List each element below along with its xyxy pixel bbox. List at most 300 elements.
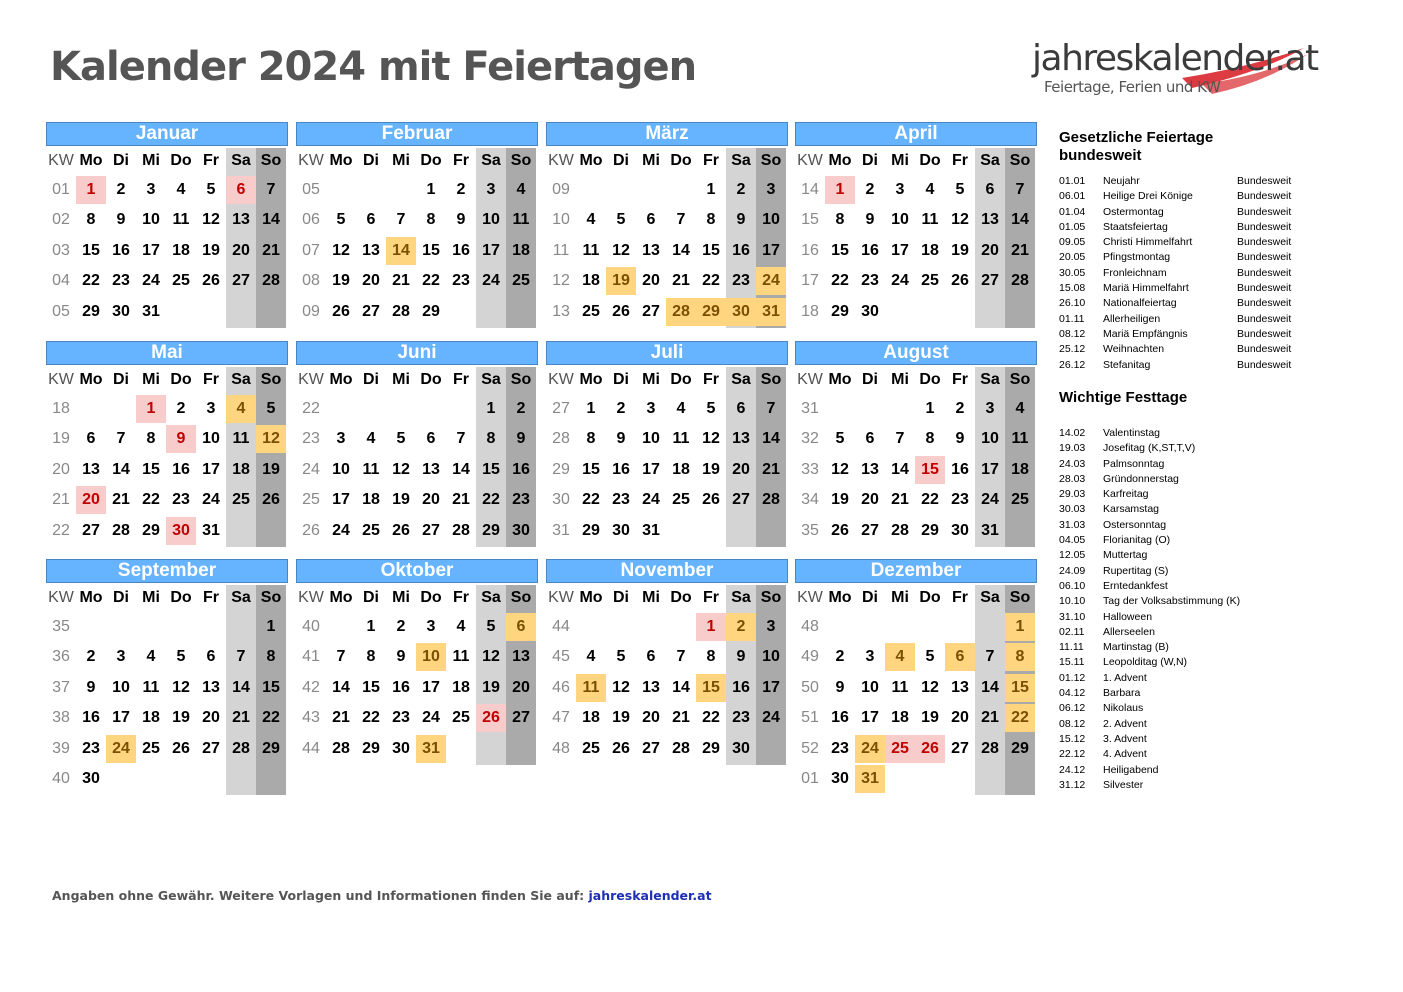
day-cell[interactable]: 26 [831, 521, 849, 539]
day-cell[interactable]: 6 [646, 648, 656, 666]
day-cell[interactable]: 16 [512, 460, 530, 478]
day-cell[interactable]: 30 [112, 302, 130, 320]
day-cell[interactable]: 12 [951, 211, 969, 229]
day-cell[interactable]: 29 [422, 302, 440, 320]
day-cell[interactable]: 17 [422, 678, 440, 696]
day-cell[interactable]: 10 [142, 211, 160, 229]
day-cell[interactable]: 8 [146, 430, 156, 448]
day-cell[interactable]: 13 [732, 430, 750, 448]
day-cell[interactable]: 30 [831, 770, 849, 787]
day-cell[interactable]: 12 [332, 241, 350, 259]
day-cell[interactable]: 29 [831, 302, 849, 320]
day-cell[interactable]: 10 [861, 678, 879, 696]
day-cell[interactable]: 16 [861, 241, 879, 259]
day-cell[interactable]: 27 [422, 521, 440, 539]
day-cell[interactable]: 26 [702, 491, 720, 509]
day-cell[interactable]: 2 [176, 400, 186, 417]
day-cell[interactable]: 24 [891, 272, 909, 290]
day-cell[interactable]: 19 [612, 709, 630, 727]
day-cell[interactable]: 25 [582, 739, 600, 757]
day-cell[interactable]: 13 [642, 678, 660, 696]
day-cell[interactable]: 14 [672, 241, 690, 259]
day-cell[interactable]: 19 [392, 491, 410, 509]
day-cell[interactable]: 21 [981, 709, 999, 727]
day-cell[interactable]: 18 [232, 460, 250, 478]
day-cell[interactable]: 1 [366, 618, 376, 635]
day-cell[interactable]: 16 [831, 709, 849, 727]
day-cell[interactable]: 17 [762, 678, 780, 696]
day-cell[interactable]: 2 [616, 400, 626, 417]
day-cell[interactable]: 27 [732, 491, 750, 509]
day-cell[interactable]: 12 [612, 241, 630, 259]
day-cell[interactable]: 21 [672, 709, 690, 727]
day-cell[interactable]: 9 [166, 425, 196, 453]
day-cell[interactable]: 6 [736, 400, 746, 417]
day-cell[interactable]: 18 [142, 709, 160, 727]
day-cell[interactable]: 26 [612, 739, 630, 757]
day-cell[interactable]: 20 [232, 241, 250, 259]
day-cell[interactable]: 7 [236, 648, 246, 666]
day-cell[interactable]: 30 [392, 739, 410, 757]
day-cell[interactable]: 3 [985, 400, 995, 417]
day-cell[interactable]: 24 [855, 735, 885, 763]
day-cell[interactable]: 13 [981, 211, 999, 229]
day-cell[interactable]: 21 [262, 241, 280, 259]
day-cell[interactable]: 6 [86, 430, 96, 448]
day-cell[interactable]: 1 [1005, 613, 1035, 641]
day-cell[interactable]: 1 [136, 395, 166, 423]
day-cell[interactable]: 20 [981, 241, 999, 259]
day-cell[interactable]: 8 [586, 430, 596, 448]
day-cell[interactable]: 14 [891, 460, 909, 478]
day-cell[interactable]: 10 [332, 460, 350, 478]
day-cell[interactable]: 10 [981, 430, 999, 448]
day-cell[interactable]: 4 [586, 648, 596, 666]
day-cell[interactable]: 2 [396, 618, 406, 635]
day-cell[interactable]: 6 [646, 211, 656, 229]
day-cell[interactable]: 10 [202, 430, 220, 448]
day-cell[interactable]: 11 [142, 678, 160, 696]
day-cell[interactable]: 19 [262, 460, 280, 478]
day-cell[interactable]: 30 [166, 517, 196, 545]
day-cell[interactable]: 17 [202, 460, 220, 478]
day-cell[interactable]: 24 [106, 735, 136, 763]
day-cell[interactable]: 18 [512, 241, 530, 259]
day-cell[interactable]: 28 [672, 739, 690, 757]
day-cell[interactable]: 22 [1005, 704, 1035, 732]
day-cell[interactable]: 19 [172, 709, 190, 727]
day-cell[interactable]: 19 [702, 460, 720, 478]
day-cell[interactable]: 23 [512, 491, 530, 509]
day-cell[interactable]: 16 [452, 241, 470, 259]
day-cell[interactable]: 1 [426, 181, 436, 198]
day-cell[interactable]: 17 [861, 709, 879, 727]
day-cell[interactable]: 19 [482, 678, 500, 696]
day-cell[interactable]: 31 [142, 302, 160, 320]
day-cell[interactable]: 16 [951, 460, 969, 478]
day-cell[interactable]: 16 [82, 709, 100, 727]
day-cell[interactable]: 23 [831, 739, 849, 757]
day-cell[interactable]: 11 [576, 674, 606, 702]
day-cell[interactable]: 22 [702, 272, 720, 290]
day-cell[interactable]: 18 [172, 241, 190, 259]
day-cell[interactable]: 20 [642, 709, 660, 727]
day-cell[interactable]: 20 [951, 709, 969, 727]
day-cell[interactable]: 25 [362, 521, 380, 539]
day-cell[interactable]: 30 [861, 302, 879, 320]
day-cell[interactable]: 21 [762, 460, 780, 478]
day-cell[interactable]: 26 [951, 272, 969, 290]
day-cell[interactable]: 15 [915, 456, 945, 484]
day-cell[interactable]: 10 [416, 643, 446, 671]
day-cell[interactable]: 25 [672, 491, 690, 509]
day-cell[interactable]: 15 [1005, 674, 1035, 702]
day-cell[interactable]: 5 [176, 648, 186, 666]
day-cell[interactable]: 20 [861, 491, 879, 509]
day-cell[interactable]: 11 [582, 241, 600, 259]
day-cell[interactable]: 2 [726, 613, 756, 641]
day-cell[interactable]: 16 [172, 460, 190, 478]
day-cell[interactable]: 6 [865, 430, 875, 448]
day-cell[interactable]: 15 [142, 460, 160, 478]
day-cell[interactable]: 8 [426, 211, 436, 229]
day-cell[interactable]: 1 [706, 181, 716, 198]
day-cell[interactable]: 24 [482, 272, 500, 290]
day-cell[interactable]: 4 [586, 211, 596, 229]
day-cell[interactable]: 5 [616, 648, 626, 666]
day-cell[interactable]: 11 [672, 430, 690, 448]
day-cell[interactable]: 2 [865, 181, 875, 198]
day-cell[interactable]: 14 [332, 678, 350, 696]
day-cell[interactable]: 2 [835, 648, 845, 666]
day-cell[interactable]: 26 [612, 302, 630, 320]
day-cell[interactable]: 31 [202, 521, 220, 539]
day-cell[interactable]: 11 [452, 648, 470, 666]
day-cell[interactable]: 31 [416, 735, 446, 763]
day-cell[interactable]: 28 [666, 298, 696, 326]
day-cell[interactable]: 10 [112, 678, 130, 696]
day-cell[interactable]: 23 [861, 272, 879, 290]
day-cell[interactable]: 23 [951, 491, 969, 509]
day-cell[interactable]: 12 [831, 460, 849, 478]
day-cell[interactable]: 25 [452, 709, 470, 727]
day-cell[interactable]: 6 [945, 643, 975, 671]
day-cell[interactable]: 26 [202, 272, 220, 290]
day-cell[interactable]: 23 [732, 272, 750, 290]
day-cell[interactable]: 12 [702, 430, 720, 448]
day-cell[interactable]: 9 [736, 648, 746, 666]
day-cell[interactable]: 31 [642, 521, 660, 539]
day-cell[interactable]: 14 [386, 237, 416, 265]
day-cell[interactable]: 17 [891, 241, 909, 259]
day-cell[interactable]: 3 [646, 400, 656, 417]
day-cell[interactable]: 28 [112, 521, 130, 539]
day-cell[interactable]: 11 [1011, 430, 1029, 448]
day-cell[interactable]: 27 [642, 302, 660, 320]
day-cell[interactable]: 1 [486, 400, 496, 417]
day-cell[interactable]: 20 [76, 486, 106, 514]
day-cell[interactable]: 25 [1011, 491, 1029, 509]
day-cell[interactable]: 14 [232, 678, 250, 696]
day-cell[interactable]: 17 [642, 460, 660, 478]
day-cell[interactable]: 12 [612, 678, 630, 696]
day-cell[interactable]: 17 [762, 241, 780, 259]
day-cell[interactable]: 26 [332, 302, 350, 320]
day-cell[interactable]: 19 [831, 491, 849, 509]
day-cell[interactable]: 31 [855, 765, 885, 793]
day-cell[interactable]: 11 [172, 211, 190, 229]
day-cell[interactable]: 4 [885, 643, 915, 671]
day-cell[interactable]: 17 [332, 491, 350, 509]
day-cell[interactable]: 26 [262, 491, 280, 509]
day-cell[interactable]: 27 [202, 739, 220, 757]
day-cell[interactable]: 25 [142, 739, 160, 757]
day-cell[interactable]: 8 [706, 211, 716, 229]
day-cell[interactable]: 4 [146, 648, 156, 666]
day-cell[interactable]: 15 [702, 241, 720, 259]
day-cell[interactable]: 14 [762, 430, 780, 448]
day-cell[interactable]: 1 [76, 176, 106, 204]
day-cell[interactable]: 3 [766, 181, 776, 198]
day-cell[interactable]: 16 [112, 241, 130, 259]
day-cell[interactable]: 6 [226, 176, 256, 204]
day-cell[interactable]: 30 [726, 298, 756, 326]
day-cell[interactable]: 24 [756, 267, 786, 295]
day-cell[interactable]: 21 [232, 709, 250, 727]
day-cell[interactable]: 2 [456, 181, 466, 198]
day-cell[interactable]: 1 [266, 618, 276, 635]
day-cell[interactable]: 25 [232, 491, 250, 509]
day-cell[interactable]: 22 [702, 709, 720, 727]
day-cell[interactable]: 28 [762, 491, 780, 509]
day-cell[interactable]: 30 [951, 521, 969, 539]
day-cell[interactable]: 24 [142, 272, 160, 290]
day-cell[interactable]: 25 [921, 272, 939, 290]
day-cell[interactable]: 12 [256, 425, 286, 453]
day-cell[interactable]: 7 [766, 400, 776, 417]
day-cell[interactable]: 17 [112, 709, 130, 727]
day-cell[interactable]: 2 [955, 400, 965, 417]
day-cell[interactable]: 4 [366, 430, 376, 448]
day-cell[interactable]: 24 [202, 491, 220, 509]
day-cell[interactable]: 24 [981, 491, 999, 509]
day-cell[interactable]: 3 [486, 181, 496, 198]
day-cell[interactable]: 1 [825, 176, 855, 204]
day-cell[interactable]: 2 [116, 181, 126, 198]
day-cell[interactable]: 28 [1011, 272, 1029, 290]
day-cell[interactable]: 16 [732, 678, 750, 696]
day-cell[interactable]: 9 [865, 211, 875, 229]
day-cell[interactable]: 11 [362, 460, 380, 478]
day-cell[interactable]: 27 [512, 709, 530, 727]
day-cell[interactable]: 2 [516, 400, 526, 417]
day-cell[interactable]: 3 [766, 618, 776, 635]
day-cell[interactable]: 29 [582, 521, 600, 539]
day-cell[interactable]: 28 [332, 739, 350, 757]
day-cell[interactable]: 24 [642, 491, 660, 509]
day-cell[interactable]: 5 [336, 211, 346, 229]
day-cell[interactable]: 7 [396, 211, 406, 229]
day-cell[interactable]: 6 [366, 211, 376, 229]
day-cell[interactable]: 11 [512, 211, 530, 229]
day-cell[interactable]: 22 [422, 272, 440, 290]
day-cell[interactable]: 21 [672, 272, 690, 290]
day-cell[interactable]: 19 [606, 267, 636, 295]
day-cell[interactable]: 15 [82, 241, 100, 259]
day-cell[interactable]: 23 [172, 491, 190, 509]
day-cell[interactable]: 21 [392, 272, 410, 290]
day-cell[interactable]: 13 [642, 241, 660, 259]
day-cell[interactable]: 23 [732, 709, 750, 727]
day-cell[interactable]: 19 [951, 241, 969, 259]
day-cell[interactable]: 28 [891, 521, 909, 539]
day-cell[interactable]: 8 [486, 430, 496, 448]
day-cell[interactable]: 9 [835, 678, 845, 696]
day-cell[interactable]: 1 [696, 613, 726, 641]
day-cell[interactable]: 9 [456, 211, 466, 229]
day-cell[interactable]: 30 [512, 521, 530, 539]
day-cell[interactable]: 23 [392, 709, 410, 727]
day-cell[interactable]: 21 [112, 491, 130, 509]
day-cell[interactable]: 4 [925, 181, 935, 198]
day-cell[interactable]: 9 [736, 211, 746, 229]
day-cell[interactable]: 7 [676, 648, 686, 666]
day-cell[interactable]: 29 [142, 521, 160, 539]
day-cell[interactable]: 14 [1011, 211, 1029, 229]
day-cell[interactable]: 15 [482, 460, 500, 478]
day-cell[interactable]: 15 [582, 460, 600, 478]
day-cell[interactable]: 3 [865, 648, 875, 666]
day-cell[interactable]: 12 [202, 211, 220, 229]
day-cell[interactable]: 25 [885, 735, 915, 763]
day-cell[interactable]: 7 [456, 430, 466, 448]
day-cell[interactable]: 28 [262, 272, 280, 290]
day-cell[interactable]: 31 [756, 298, 786, 326]
day-cell[interactable]: 3 [146, 181, 156, 198]
day-cell[interactable]: 15 [831, 241, 849, 259]
day-cell[interactable]: 13 [861, 460, 879, 478]
day-cell[interactable]: 6 [985, 181, 995, 198]
day-cell[interactable]: 20 [512, 678, 530, 696]
day-cell[interactable]: 14 [981, 678, 999, 696]
day-cell[interactable]: 8 [86, 211, 96, 229]
day-cell[interactable]: 26 [915, 735, 945, 763]
day-cell[interactable]: 5 [206, 181, 216, 198]
day-cell[interactable]: 20 [422, 491, 440, 509]
brand-logo[interactable] [1032, 38, 1322, 104]
day-cell[interactable]: 9 [516, 430, 526, 448]
day-cell[interactable]: 5 [835, 430, 845, 448]
day-cell[interactable]: 23 [112, 272, 130, 290]
day-cell[interactable]: 26 [392, 521, 410, 539]
day-cell[interactable]: 17 [981, 460, 999, 478]
day-cell[interactable]: 27 [82, 521, 100, 539]
day-cell[interactable]: 28 [392, 302, 410, 320]
day-cell[interactable]: 7 [676, 211, 686, 229]
day-cell[interactable]: 25 [512, 272, 530, 290]
day-cell[interactable]: 28 [452, 521, 470, 539]
day-cell[interactable]: 13 [951, 678, 969, 696]
day-cell[interactable]: 18 [672, 460, 690, 478]
day-cell[interactable]: 29 [702, 739, 720, 757]
day-cell[interactable]: 31 [981, 521, 999, 539]
day-cell[interactable]: 25 [172, 272, 190, 290]
day-cell[interactable]: 18 [362, 491, 380, 509]
day-cell[interactable]: 15 [422, 241, 440, 259]
day-cell[interactable]: 9 [396, 648, 406, 666]
day-cell[interactable]: 27 [642, 739, 660, 757]
day-cell[interactable]: 18 [452, 678, 470, 696]
day-cell[interactable]: 14 [262, 211, 280, 229]
day-cell[interactable]: 19 [921, 709, 939, 727]
day-cell[interactable]: 14 [672, 678, 690, 696]
footer-link[interactable]: jahreskalender.at [588, 888, 712, 903]
day-cell[interactable]: 13 [362, 241, 380, 259]
day-cell[interactable]: 21 [891, 491, 909, 509]
day-cell[interactable]: 8 [706, 648, 716, 666]
day-cell[interactable]: 30 [732, 739, 750, 757]
day-cell[interactable]: 9 [116, 211, 126, 229]
day-cell[interactable]: 18 [582, 272, 600, 290]
day-cell[interactable]: 15 [362, 678, 380, 696]
day-cell[interactable]: 10 [762, 211, 780, 229]
day-cell[interactable]: 19 [332, 272, 350, 290]
day-cell[interactable]: 4 [456, 618, 466, 635]
day-cell[interactable]: 27 [861, 521, 879, 539]
day-cell[interactable]: 22 [482, 491, 500, 509]
day-cell[interactable]: 10 [891, 211, 909, 229]
day-cell[interactable]: 10 [762, 648, 780, 666]
day-cell[interactable]: 21 [452, 491, 470, 509]
day-cell[interactable]: 8 [1005, 643, 1035, 671]
day-cell[interactable]: 10 [642, 430, 660, 448]
day-cell[interactable]: 5 [955, 181, 965, 198]
day-cell[interactable]: 20 [202, 709, 220, 727]
day-cell[interactable]: 29 [921, 521, 939, 539]
day-cell[interactable]: 9 [616, 430, 626, 448]
day-cell[interactable]: 27 [232, 272, 250, 290]
day-cell[interactable]: 11 [921, 211, 939, 229]
day-cell[interactable]: 20 [642, 272, 660, 290]
day-cell[interactable]: 5 [616, 211, 626, 229]
day-cell[interactable]: 3 [336, 430, 346, 448]
day-cell[interactable]: 2 [736, 181, 746, 198]
day-cell[interactable]: 14 [452, 460, 470, 478]
day-cell[interactable]: 4 [676, 400, 686, 417]
day-cell[interactable]: 8 [266, 648, 276, 666]
day-cell[interactable]: 9 [955, 430, 965, 448]
day-cell[interactable]: 24 [762, 709, 780, 727]
day-cell[interactable]: 9 [86, 678, 96, 696]
day-cell[interactable]: 21 [332, 709, 350, 727]
day-cell[interactable]: 24 [332, 521, 350, 539]
day-cell[interactable]: 22 [362, 709, 380, 727]
day-cell[interactable]: 12 [172, 678, 190, 696]
day-cell[interactable]: 29 [82, 302, 100, 320]
day-cell[interactable]: 3 [895, 181, 905, 198]
day-cell[interactable]: 20 [362, 272, 380, 290]
day-cell[interactable]: 28 [232, 739, 250, 757]
day-cell[interactable]: 12 [921, 678, 939, 696]
day-cell[interactable]: 21 [1011, 241, 1029, 259]
day-cell[interactable]: 11 [232, 430, 250, 448]
day-cell[interactable]: 12 [482, 648, 500, 666]
day-cell[interactable]: 29 [696, 298, 726, 326]
day-cell[interactable]: 5 [396, 430, 406, 448]
day-cell[interactable]: 24 [422, 709, 440, 727]
day-cell[interactable]: 8 [925, 430, 935, 448]
day-cell[interactable]: 23 [612, 491, 630, 509]
